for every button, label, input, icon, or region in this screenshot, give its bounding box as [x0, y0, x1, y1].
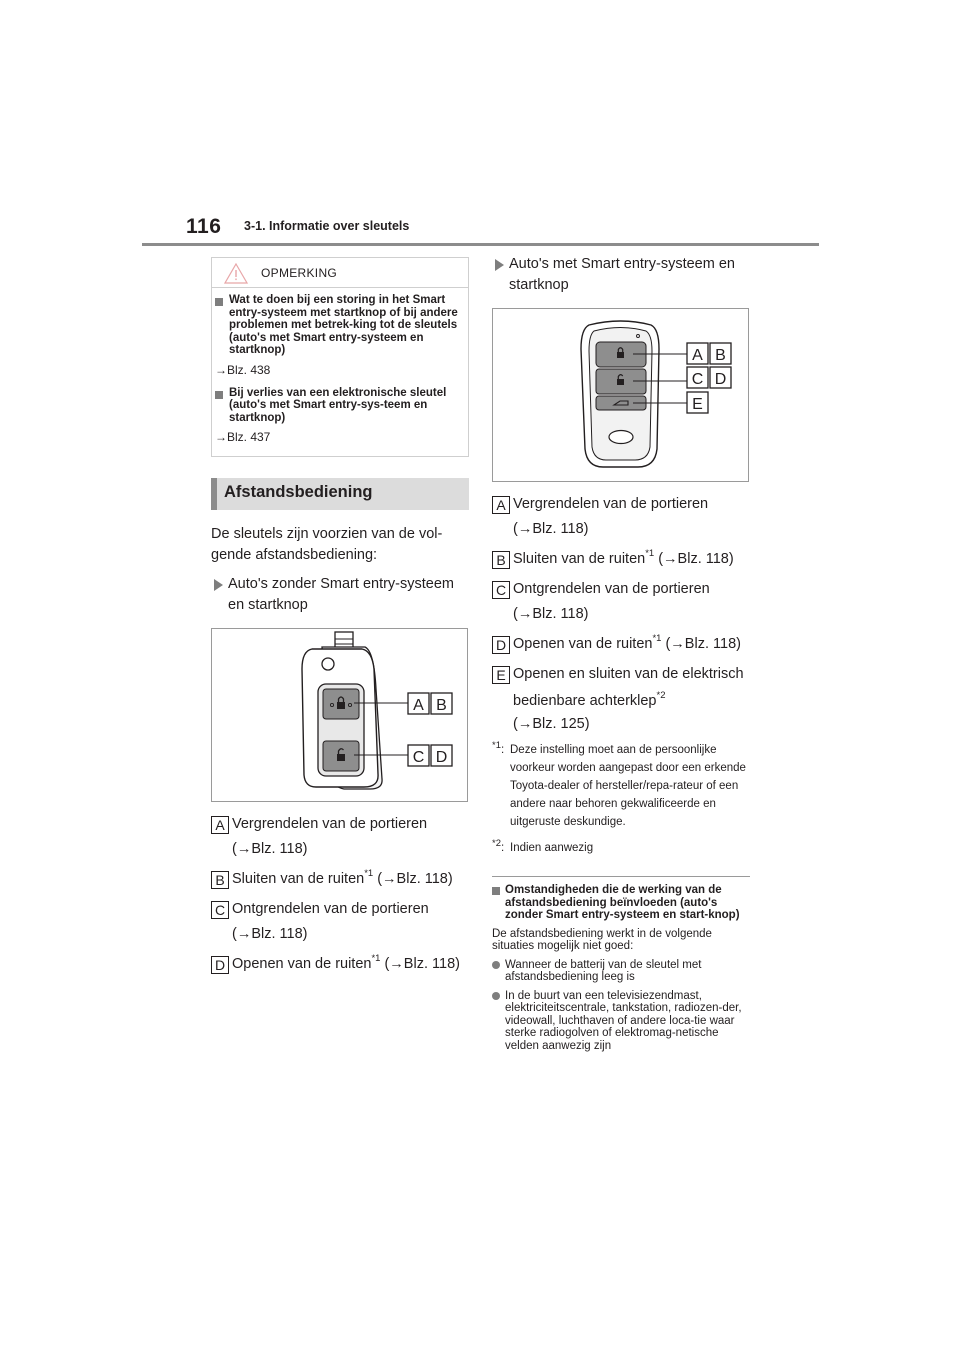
- label-item-e: [492, 664, 750, 735]
- label-item-d: [492, 634, 750, 655]
- label-ref: (→Blz. 118): [232, 841, 308, 857]
- footnote-key: $^{*1}$:: [492, 740, 505, 756]
- note-item: [212, 381, 468, 425]
- svg-text:C: C: [691, 371, 704, 388]
- label-text: Sluiten van de ruiten: [513, 551, 646, 567]
- circle-bullet-icon: [492, 961, 500, 969]
- svg-text:D: D: [714, 371, 727, 388]
- label-text: Openen van de ruiten: [232, 956, 372, 972]
- smart-key-illustration: [493, 309, 750, 483]
- variant-heading: [211, 574, 469, 616]
- label-key: D: [211, 956, 229, 974]
- sub-heading-text: Omstandigheden die de werking van de afstandsbediening beïnvloeden (auto's zonder Smart entry-systeem en start-knop): [505, 884, 740, 921]
- note-item-text: Bij verlies van een elektronische sleutel (auto's met Smart entry-sys-teem en startknop): [229, 386, 447, 424]
- figure-label-c: [687, 367, 708, 388]
- label-ref: (→Blz. 118): [513, 606, 589, 622]
- label-item-a: [211, 814, 469, 860]
- flip-key-illustration: [212, 629, 469, 803]
- note-title: OPMERKING: [261, 266, 338, 280]
- label-ref: (→Blz. 118): [373, 871, 453, 887]
- figure-label-d: [710, 367, 731, 388]
- label-text: Vergrendelen van de portieren: [513, 496, 709, 512]
- figure-label-d: [431, 745, 452, 766]
- label-key: D: [492, 636, 510, 654]
- circle-bullet-icon: [492, 992, 500, 1000]
- footnote-marker: *2: [656, 690, 666, 701]
- label-ref: (→Blz. 118): [654, 551, 734, 567]
- label-text: Sluiten van de ruiten: [232, 871, 365, 887]
- label-key: C: [492, 581, 510, 599]
- svg-text:B: B: [715, 347, 726, 364]
- label-item-c: [492, 579, 750, 625]
- figure-label-b: [431, 693, 452, 714]
- variant-heading: [492, 254, 750, 296]
- figure-label-a: [408, 693, 429, 714]
- square-bullet-icon: [215, 391, 223, 399]
- label-text: Openen van de ruiten: [513, 636, 653, 652]
- square-bullet-icon: [492, 887, 500, 895]
- label-item-d: [211, 954, 469, 975]
- footnote-text: Deze instelling moet aan de persoonlijke voorkeur worden aangepast door een erkende Toyota-dealer of hersteller/repa-rateur of een andere naar behoren gekwalificeerde en uitgeruste deskundige.: [510, 744, 746, 828]
- left-column: [211, 257, 469, 975]
- figure-label-a: [687, 343, 708, 364]
- note-item: [212, 288, 468, 357]
- footnote: [492, 741, 750, 831]
- footnote-marker: *1: [645, 548, 655, 559]
- footnote-key: $^{*2}$:: [492, 838, 505, 854]
- footnote: [492, 839, 750, 857]
- svg-text:E: E: [692, 396, 703, 413]
- bullet-text: In de buurt van een televisiezendmast, elektriciteitscentrale, tankstation, radiozen-der, videowall, luchthaven of andere loca-tie waar sterke radiogolven of elektromag-netische velden aanwezig zijn: [505, 989, 742, 1052]
- footnote-text: Indien aanwezig: [510, 842, 594, 854]
- note-box: [211, 257, 469, 457]
- label-text: Vergrendelen van de portieren: [232, 816, 428, 832]
- label-item-c: [211, 899, 469, 945]
- footnote-marker: *1: [371, 953, 381, 964]
- label-key: A: [492, 496, 510, 514]
- paragraph: De afstandsbediening werkt in de volgende situaties mogelijk niet goed:: [492, 927, 712, 952]
- label-ref: (→Blz. 118): [380, 956, 460, 972]
- label-text: Openen en sluiten van de elektrisch: [513, 666, 744, 682]
- label-key: E: [492, 666, 510, 684]
- key-figure-smart: [492, 308, 749, 482]
- note-header: [212, 258, 468, 288]
- label-ref: (→Blz. 125): [513, 716, 590, 732]
- header-rule: [142, 243, 819, 246]
- label-item-b: [492, 549, 750, 570]
- intro-text: De sleutels zijn voorzien van de vol-gende afstandsbediening:: [211, 526, 443, 563]
- label-key: B: [211, 871, 229, 889]
- label-key: A: [211, 816, 229, 834]
- variant-text: Auto's zonder Smart entry-systeem en startknop: [228, 576, 454, 613]
- section-heading-bar: [211, 478, 469, 510]
- figure-label-e: [687, 392, 708, 413]
- figure-label-c: [408, 745, 429, 766]
- key-figure-standard: [211, 628, 468, 802]
- note-item-ref: →Blz. 438: [215, 362, 271, 377]
- svg-text:C: C: [412, 749, 425, 766]
- label-text: Ontgrendelen van de portieren: [513, 581, 710, 597]
- page-header: [0, 0, 960, 250]
- label-item-b: [211, 869, 469, 890]
- note-item-ref: →Blz. 437: [215, 430, 271, 444]
- svg-text:A: A: [413, 697, 424, 714]
- svg-text:D: D: [435, 749, 448, 766]
- section-title: 3-1. Informatie over sleutels: [244, 219, 410, 233]
- label-ref: (→Blz. 118): [232, 926, 308, 942]
- page-number: 116: [186, 215, 222, 238]
- footnote-marker: *1: [364, 868, 374, 879]
- svg-text:B: B: [436, 697, 447, 714]
- label-ref: (→Blz. 118): [513, 521, 589, 537]
- triangle-bullet-icon: [495, 259, 504, 271]
- label-key: B: [492, 551, 510, 569]
- label-key: C: [211, 901, 229, 919]
- sub-heading: [492, 884, 750, 922]
- divider: [492, 876, 750, 877]
- triangle-bullet-icon: [214, 579, 223, 591]
- figure-label-b: [710, 343, 731, 364]
- bullet-item: [492, 990, 750, 1053]
- warning-triangle-icon: [224, 263, 248, 284]
- label-ref: (→Blz. 118): [661, 636, 741, 652]
- variant-text: Auto's met Smart entry-systeem en startknop: [509, 256, 735, 293]
- bullet-text: Wanneer de batterij van de sleutel met afstandsbediening leeg is: [505, 958, 702, 983]
- right-column: [492, 254, 750, 1052]
- bullet-item: [492, 959, 750, 984]
- note-item-text: Wat te doen bij een storing in het Smart entry-systeem met startknop of bij andere problemen met betrek-king tot de sleutels (auto's met Smart entry-systeem en startknop): [229, 294, 458, 356]
- svg-text:A: A: [692, 347, 703, 364]
- label-item-a: [492, 494, 750, 540]
- square-bullet-icon: [215, 298, 223, 306]
- label-text-cont: bedienbare achterklep: [513, 693, 657, 709]
- section-heading: Afstandsbediening: [224, 483, 373, 501]
- label-text: Ontgrendelen van de portieren: [232, 901, 429, 917]
- footnote-marker: *1: [652, 633, 662, 644]
